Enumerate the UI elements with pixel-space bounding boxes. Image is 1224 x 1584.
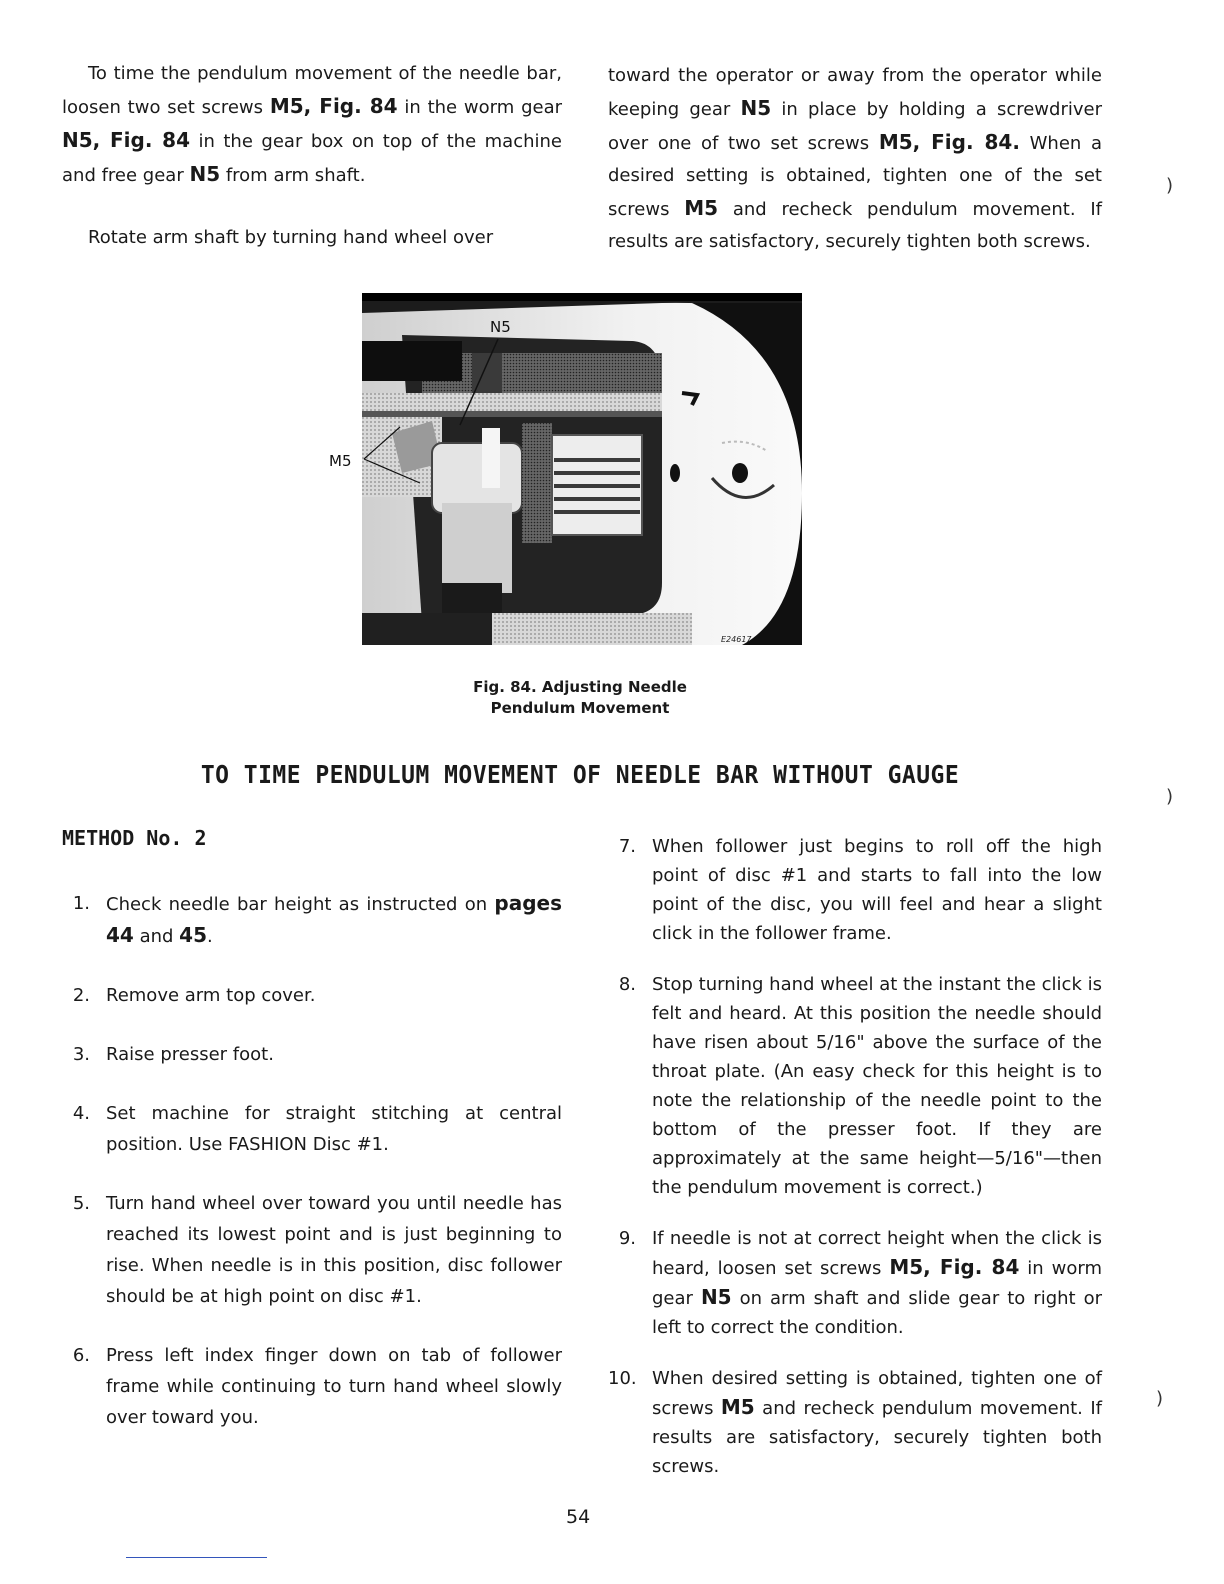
figure-caption [430,677,730,719]
bold-reference: pages 44 [106,891,562,947]
bold-reference: 45 [179,923,207,947]
text-run: in the worm gear [397,97,563,118]
bold-reference: N5, Fig. 84 [62,128,190,152]
rotate-paragraph: Rotate arm shaft by turning hand wheel over [88,227,494,248]
binding-mark: ) [1156,1388,1164,1409]
bold-reference: M5 [720,1395,755,1419]
text-run: To time the pendulum movement of the needle bar, loosen two set screws [62,63,562,118]
steps-right-column [608,832,1102,1503]
binding-mark: ) [1166,786,1174,807]
continuation-paragraph [608,60,1102,258]
step-text: When follower just begins to roll off the high point of disc #1 and starts to fall into the low point of the disc, you will feel and hear a slight click in the follower frame. [652,836,1102,944]
step-number: 5. [72,1193,90,1214]
text-run: When a desired setting is obtained, tighten one of the set screws [608,133,1103,220]
step-number: 8. [618,974,636,995]
step-item [62,1039,562,1070]
section-title: TO TIME PENDULUM MOVEMENT OF NEEDLE BAR WITHOUT GAUGE [200,760,960,789]
bold-reference: N5 [189,162,221,186]
photo-code: E24617 [721,635,752,644]
step-text: on arm shaft and slide gear to right or left to correct the condition. [652,1288,1102,1338]
top-right-column [608,60,1102,258]
footer-rule [126,1557,267,1558]
step-item [608,970,1102,1202]
text-run: in place by holding a screwdriver over one of two set screws [608,99,1102,154]
text-run: from arm shaft. [220,165,366,186]
step-item [62,1340,562,1433]
steps-left-column [62,888,562,1461]
gear-box-photo [362,293,802,645]
n5-callout: N5 [490,318,511,336]
step-text: Check needle bar height as instructed on [106,894,495,915]
step-number: 2. [72,985,90,1006]
step-number: 3. [72,1044,90,1065]
step-item [608,1224,1102,1342]
text-run: toward the operator or away from the operator while keeping gear [608,65,1102,120]
step-text: Press left index finger down on tab of follower frame while continuing to turn hand wheel slowly over toward you. [106,1345,562,1428]
step-number: 1. [72,893,90,914]
m5-callout: M5 [329,452,352,470]
step-text: Remove arm top cover. [106,985,316,1006]
bold-reference: M5, Fig. 84 [889,1255,1020,1279]
intro-paragraph [62,58,562,192]
bold-reference: M5, Fig. 84 [269,94,398,118]
step-text: and [133,926,180,947]
step-text: Set machine for straight stitching at central position. Use FASHION Disc #1. [106,1103,562,1155]
step-text: Stop turning hand wheel at the instant the click is felt and heard. At this position the needle should have risen about 5/16" above the surface of the throat plate. (An easy check for this height is to note the relationship of the needle point to the bottom of the presser foot. If they are approximately at the same height—5/16"—then the pendulum movement is correct.) [652,974,1102,1198]
step-text: Turn hand wheel over toward you until needle has reached its lowest point and is just beginning to rise. When needle is in this position, disc follower should be at high point on disc #1. [106,1193,562,1307]
step-number: 10. [608,1368,637,1389]
step-text: Raise presser foot. [106,1044,274,1065]
bold-reference: M5 [684,196,719,220]
text-run: and recheck pendulum movement. If results are satisfactory, securely tighten both screws. [608,199,1102,252]
step-text: and recheck pendulum movement. If results are satisfactory, securely tighten both screws. [652,1398,1102,1477]
step-text: If needle is not at correct height when the click is heard, loosen set screws [652,1228,1102,1279]
step-number: 7. [618,836,636,857]
method-label: METHOD No. 2 [62,826,207,850]
binding-mark: ) [1166,175,1174,196]
bold-reference: N5 [740,96,772,120]
page-number: 54 [566,1506,591,1528]
caption-line: Fig. 84. Adjusting Needle [473,678,687,696]
step-text: in worm gear [652,1258,1102,1309]
text-run: in the gear box on top of the machine and free gear [62,131,562,186]
step-item [62,1098,562,1160]
top-left-column [62,58,562,254]
step-item [608,832,1102,948]
step-number: 4. [72,1103,90,1124]
step-item [608,1364,1102,1481]
caption-line: Pendulum Movement [490,699,670,717]
bold-reference: M5, Fig. 84. [878,130,1020,154]
step-number: 6. [72,1345,90,1366]
step-item [62,888,562,952]
step-text: . [207,926,213,947]
step-text: When desired setting is obtained, tighten one of screws [652,1368,1102,1419]
step-number: 9. [618,1228,636,1249]
bold-reference: N5 [700,1285,732,1309]
step-item [62,980,562,1011]
step-item [62,1188,562,1312]
